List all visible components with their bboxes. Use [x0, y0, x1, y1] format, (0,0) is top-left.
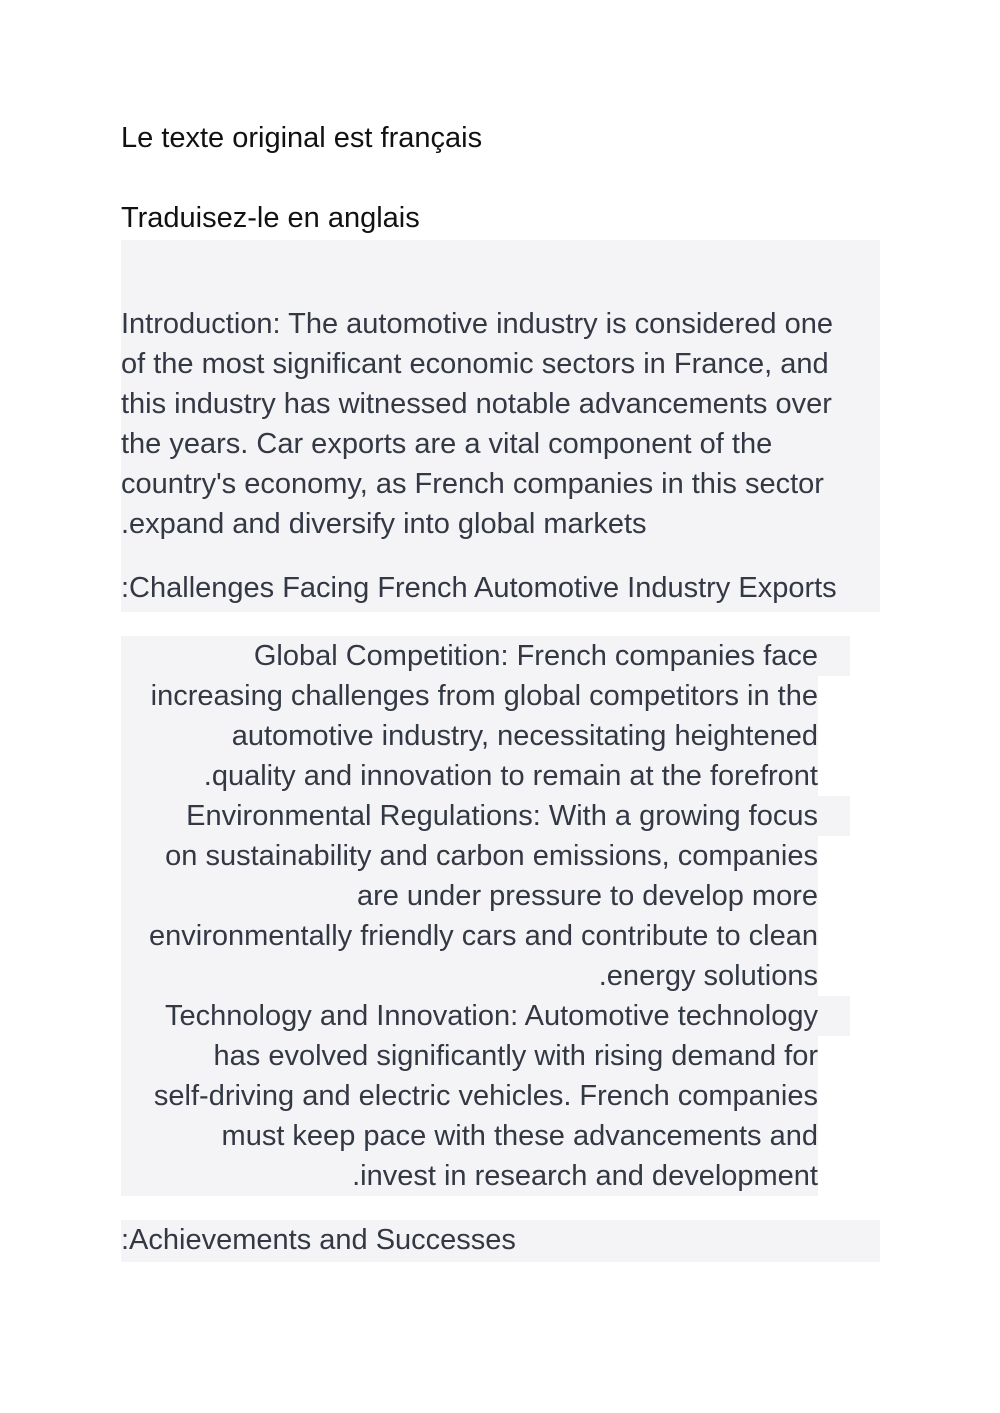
intro-line: the years. Car exports are a vital component of the: [121, 428, 773, 460]
list-item-line: on sustainability and carbon emissions, companies: [165, 840, 818, 872]
list-item-line: automotive industry, necessitating heightened: [231, 720, 818, 752]
list-item-technology-innovation: [154, 996, 818, 1196]
intro-line: country's economy, as French companies in this sector: [121, 468, 824, 500]
intro-line: Introduction: The automotive industry is considered one: [121, 308, 833, 340]
intro-line: this industry has witnessed notable advancements over: [121, 388, 832, 420]
list-item-environmental-regulations: [149, 796, 818, 996]
list-item-line: must keep pace with these advancements and: [221, 1120, 818, 1152]
list-item-line: .quality and innovation to remain at the forefront: [203, 760, 818, 792]
list-item-line: has evolved significantly with rising demand for: [213, 1040, 818, 1072]
intro-line: .expand and diversify into global markets: [121, 508, 647, 540]
list-item-line: Technology and Innovation: Automotive technology: [165, 1000, 818, 1032]
document-title-original-language: Le texte original est français: [121, 122, 483, 154]
achievements-section: [121, 1220, 880, 1262]
list-item-line: .invest in research and development: [352, 1160, 818, 1192]
list-item-line: Global Competition: French companies face: [253, 640, 818, 672]
intro-section: [121, 240, 880, 612]
challenges-list: [121, 636, 818, 1196]
intro-paragraph: [121, 304, 880, 544]
list-item-marker: [818, 796, 850, 836]
list-item-line: are under pressure to develop more: [356, 880, 818, 912]
challenges-heading: :Challenges Facing French Automotive Industry Exports: [121, 572, 837, 604]
document-instruction-translate: Traduisez-le en anglais: [121, 202, 420, 234]
list-item-marker: [818, 636, 850, 676]
intro-line: of the most significant economic sectors in France, and: [121, 348, 829, 380]
list-item-line: environmentally friendly cars and contribute to clean: [149, 920, 818, 952]
list-item-marker: [818, 996, 850, 1036]
achievements-heading: :Achievements and Successes: [121, 1224, 516, 1256]
list-item-line: increasing challenges from global competitors in the: [150, 680, 818, 712]
list-item-line: self-driving and electric vehicles. French companies: [153, 1080, 818, 1112]
list-item-line: Environmental Regulations: With a growing focus: [186, 800, 818, 832]
list-item-line: .energy solutions: [598, 960, 818, 992]
list-item-global-competition: [151, 636, 818, 796]
